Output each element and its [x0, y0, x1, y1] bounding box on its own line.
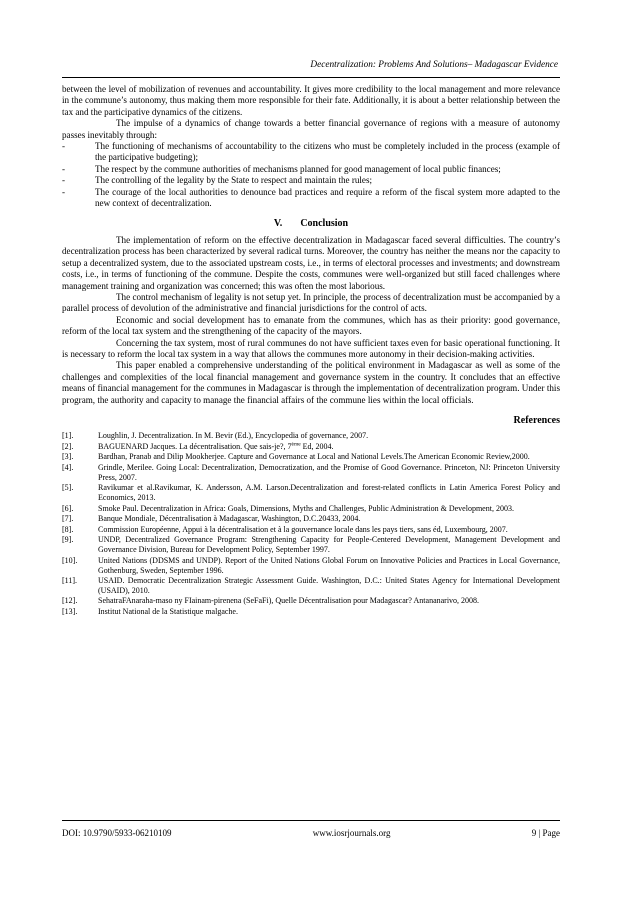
bullet-marker: - — [62, 186, 66, 197]
reference-text: Loughlin, J. Decentralization. In M. Bevir (Ed.), Encyclopedia of governance, 2007. — [98, 431, 369, 441]
conclusion-paragraph: The control mechanism of legality is not setup yet. In principle, the process of decentralization must be accompanied by a parallel process of devolution of the administrative and financial jurisdictions for the control of acts. — [62, 291, 560, 314]
reference-item — [62, 596, 560, 606]
reference-number: [8]. — [62, 524, 74, 534]
reference-number: [11]. — [62, 576, 78, 585]
reference-item — [62, 442, 560, 452]
reference-item — [62, 504, 560, 514]
reference-number: [7]. — [62, 514, 74, 524]
bullet-marker: - — [62, 163, 66, 174]
reference-item — [62, 535, 560, 555]
body-text — [62, 84, 560, 617]
reference-item — [62, 483, 560, 503]
reference-number: [12]. — [62, 596, 78, 606]
bullet-text: The controlling of the legality by the State to respect and maintain the rules; — [95, 175, 373, 186]
reference-text-part: Ed, 2004. — [300, 441, 334, 451]
references-heading: References — [513, 414, 560, 426]
bullet-marker: - — [62, 175, 66, 186]
reference-text-part: BAGUENARD Jacques. La décentralisation. Que sais-je?, 7 — [98, 441, 292, 451]
section-heading-conclusion — [62, 218, 560, 229]
reference-text: United Nations (DDSMS and UNDP). Report of the United Nations Global Forum on Innovative Policies and Practices in Local Governance, Gothenburg, Sweden, September 1996. — [98, 555, 560, 575]
paragraph-continued: between the level of mobilization of revenues and accountability. It gives more credibility to the local management and more relevance in the commune’s autonomy, thus making them more responsible for their fate. Additionally, it is about a better relationship between the tax and the participative dynamics of the citizens. — [62, 84, 560, 117]
reference-number: [13]. — [62, 606, 78, 616]
bullet-marker: - — [62, 141, 66, 152]
reference-number: [9]. — [62, 535, 74, 545]
reference-item — [62, 556, 560, 576]
header-rule — [62, 77, 560, 78]
reference-item — [62, 607, 560, 617]
reference-number: [2]. — [62, 441, 74, 451]
reference-text: Smoke Paul. Decentralization in Africa: Goals, Dimensions, Myths and Challenges, Public Administration & Development, 2003. — [98, 503, 514, 513]
footer-page-number: 9 | Page — [531, 828, 560, 838]
page-footer — [62, 828, 560, 839]
footer-website-link[interactable]: www.iosrjournals.org — [312, 828, 391, 838]
reference-item — [62, 452, 560, 462]
reference-text: Bardhan, Pranab and Dilip Mookherjee. Capture and Governance at Local and National Levels.The American Economic Review,2000. — [98, 452, 530, 462]
reference-text: Banque Mondiale, Décentralisation à Madagascar, Washington, D.C.20433, 2004. — [98, 514, 361, 524]
section-number: V. — [273, 218, 283, 230]
bullet-item — [62, 187, 560, 210]
conclusion-paragraph: The implementation of reform on the effective decentralization in Madagascar faced several difficulties. The country’s decentralization process has been characterized by several radical turns. Moreover, the country has neither the means nor the capacity to setup a decentralized system, due to the associated upstream costs, i.e., in terms of electoral processes and investments; and downstream costs, i.e., in terms of functioning of the commune. Despite the costs, communes were well-organized but still faced challenges where management training and organization was concerned; this was often the most laborious. — [62, 234, 560, 291]
reference-item — [62, 514, 560, 524]
reference-number: [6]. — [62, 503, 74, 513]
bullet-item — [62, 141, 560, 164]
footer-rule — [62, 820, 560, 821]
reference-text: Commission Européenne, Appui à la décentralisation et à la gouvernance locale dans les pays tiers, sans éd, Luxembourg, 2007. — [98, 524, 508, 534]
reference-number: [3]. — [62, 452, 74, 462]
bullet-item — [62, 175, 560, 186]
conclusion-paragraph: Economic and social development has to emanate from the communes, which has as their priority: good governance, reform of the local tax system and the strengthening of the capacity of the mayors. — [62, 314, 560, 337]
reference-list — [62, 431, 560, 616]
reference-text: Institut National de la Statistique malgache. — [98, 606, 238, 616]
bullet-item — [62, 164, 560, 175]
reference-text — [98, 442, 560, 452]
reference-text: SehatraFAnaraha-maso ny FIainam-pirenena (SeFaFi), Quelle Décentralisation pour Madagascar? Antananarivo, 2008. — [98, 596, 480, 606]
paragraph-impulse: The impulse of a dynamics of change towards a better financial governance of regions with a measure of autonomy passes inevitably through: — [62, 118, 560, 140]
reference-text: UNDP, Decentralized Governance Program: Strengthening Capacity for People-Centered Development, Management Development and Governance Division, Bureau for Development Policy, September 1997. — [98, 535, 560, 555]
reference-item — [62, 463, 560, 483]
section-title: Conclusion — [300, 218, 349, 230]
reference-item — [62, 431, 560, 441]
reference-text: USAID. Democratic Decentralization Strategic Assessment Guide. Washington, D.C.: United States Agency for International Development (USAID), 2010. — [98, 576, 560, 595]
running-header: Decentralization: Problems And Solutions– Madagascar Evidence — [310, 60, 558, 70]
reference-number: [5]. — [62, 483, 74, 493]
reference-number: [10]. — [62, 555, 78, 565]
bullet-text: The courage of the local authorities to denounce bad practices and require a reform of the fiscal system more adapted to the new context of decentralization. — [95, 186, 560, 209]
conclusion-paragraph: This paper enabled a comprehensive understanding of the political environment in Madagascar as well as some of the challenges and complexities of the local financial management and governance system in the country. It concludes that an effective means of financial management for the communes in Madagascar is through the implementation of decentralization program. Under this program, the authority and capacity to manage the financial affairs of the commune lies within the local officials. — [62, 360, 560, 405]
conclusion-paragraph: Concerning the tax system, most of rural communes do not have sufficient taxes even for basic operational functioning. It is necessary to reform the local tax system in a way that allows the communes more autonomy in their decision-making activities. — [62, 337, 560, 359]
footer-doi: DOI: 10.9790/5933-06210109 — [62, 828, 172, 838]
reference-text: Ravikumar et al.Ravikumar, K. Andersson, A.M. Larson.Decentralization and forest-related conflicts in Latin America Forest Policy and Economics, 2013. — [98, 483, 560, 503]
reference-superscript: ème — [291, 441, 301, 448]
bullet-text: The respect by the commune authorities of mechanisms planned for good management of local public finances; — [95, 163, 501, 174]
reference-number: [1]. — [62, 431, 74, 441]
reference-number: [4]. — [62, 462, 74, 472]
reference-item — [62, 525, 560, 535]
reference-item — [62, 576, 560, 596]
bullet-text: The functioning of mechanisms of accountability to the citizens who must be completely included in the process (example of the participative budgeting); — [95, 141, 560, 163]
reference-text: Grindle, Merilee. Going Local: Decentralization, Democratization, and the Promise of Good Governance. Princeton, NJ: Princeton University Press, 2007. — [98, 462, 560, 482]
